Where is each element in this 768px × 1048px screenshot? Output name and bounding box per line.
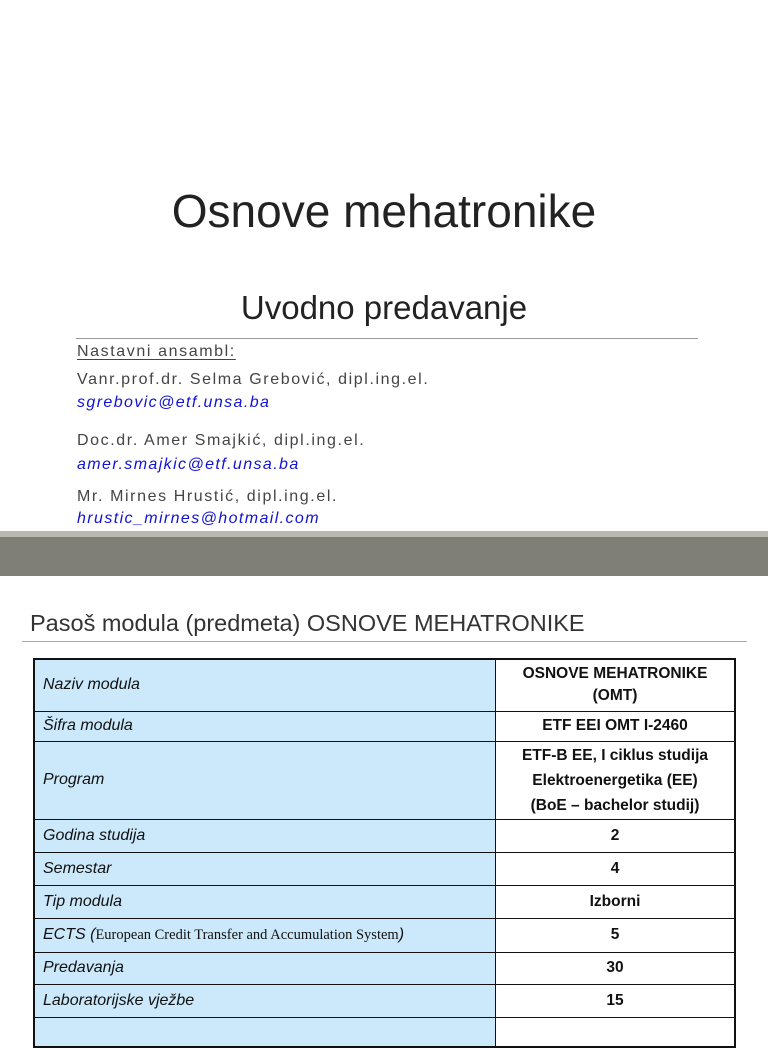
table-row [34,952,735,984]
title-divider-line [76,338,698,339]
slide-title: Osnove mehatronike [171,185,597,237]
row-value: 30 [496,952,736,984]
row-key: Godina studija [34,819,496,852]
row-value: 4 [496,852,736,885]
table-row [34,659,735,711]
member-email-link[interactable]: hrustic_mirnes@hotmail.com [77,510,320,527]
row-value-line: OSNOVE MEHATRONIKE [522,665,708,683]
passport-title-divider [22,641,747,642]
row-value: 5 [496,918,736,952]
ects-key-note: European Credit Transfer and Accumulation System [95,927,399,943]
row-value: 15 [496,984,736,1017]
row-key: Šifra modula [34,711,496,741]
member-name: Mr. Mirnes Hrustić, dipl.ing.el. [77,488,339,505]
slide-subtitle: Uvodno predavanje [240,289,528,326]
passport-title: Pasoš modula (predmeta) OSNOVE MEHATRONIKE [30,610,585,636]
member-email-link[interactable]: amer.smajkic@etf.unsa.ba [77,456,300,473]
row-key: Laboratorijske vježbe [34,984,496,1017]
row-value-line: (OMT) [592,687,638,705]
table-row [34,984,735,1017]
member-email-link[interactable]: sgrebovic@etf.unsa.ba [77,394,271,411]
row-key: Semestar [34,852,496,885]
module-passport-slide [0,576,768,1024]
module-passport-table [33,658,736,1048]
table-row [34,1017,735,1047]
ects-key-label: ECTS ( [43,926,96,943]
ects-key-end: ) [398,926,405,943]
row-value: ETF EEI OMT I-2460 [496,711,736,741]
row-value [496,741,736,819]
table-row [34,885,735,918]
row-value: Izborni [496,885,736,918]
row-value: 2 [496,819,736,852]
row-value [496,1017,736,1047]
member-name: Doc.dr. Amer Smajkić, dipl.ing.el. [77,432,366,449]
table-row [34,741,735,819]
row-value-line: (BoE – bachelor studij) [530,796,700,814]
row-value-line: Elektroenergetika (EE) [532,771,698,789]
table-row [34,819,735,852]
table-row [34,918,735,952]
team-header: Nastavni ansambl: [77,343,236,360]
row-key: Tip modula [34,885,496,918]
row-key: Predavanja [34,952,496,984]
member-name: Vanr.prof.dr. Selma Grebović, dipl.ing.el. [77,371,430,388]
table-row [34,852,735,885]
row-value [496,659,736,711]
table-row [34,711,735,741]
slide-separator [0,537,768,576]
row-value-line: ETF-B EE, I ciklus studija [521,746,709,764]
row-key: Program [34,741,496,819]
row-key: Naziv modula [34,659,496,711]
row-key [34,1017,496,1047]
row-key [34,918,496,952]
